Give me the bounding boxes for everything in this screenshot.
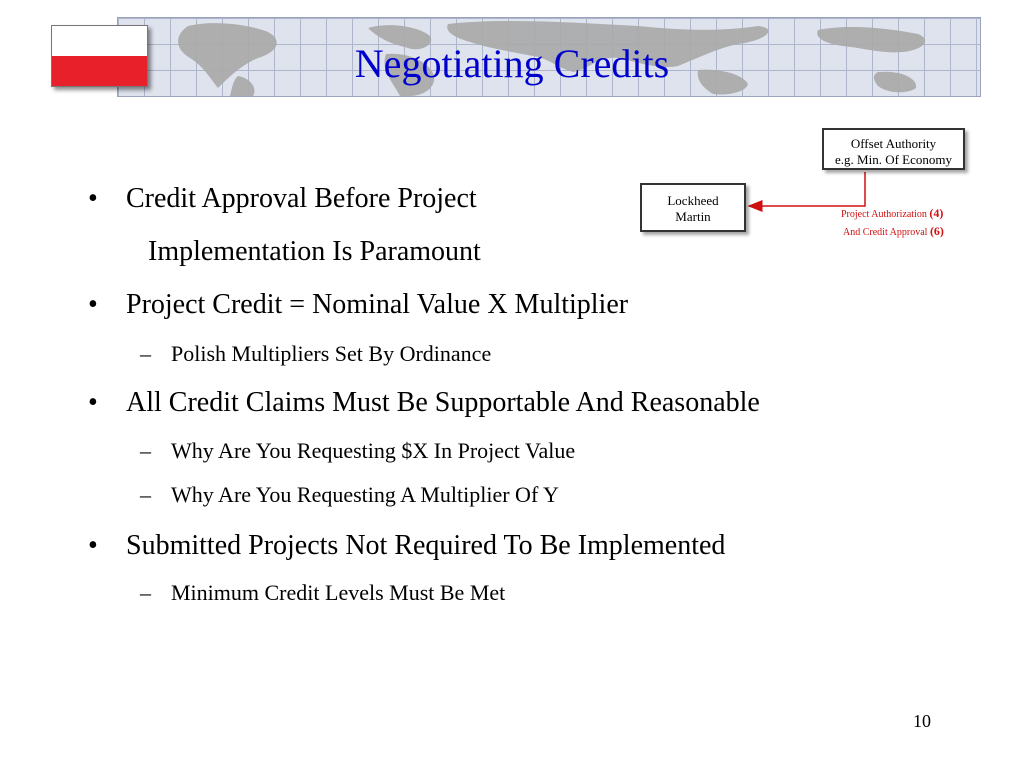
bullet-1-text: Credit Approval Before Project: [126, 183, 477, 214]
lockheed-martin-box: [640, 183, 746, 232]
bullet-1-continuation: Implementation Is Paramount: [148, 236, 481, 267]
bullet-3-sub-2-text: Why Are You Requesting A Multiplier Of Y: [171, 482, 559, 507]
project-authorization-label: [841, 204, 943, 224]
lockheed-line-2: Martin: [675, 209, 711, 224]
offset-authority-line-1: Offset Authority: [850, 136, 937, 151]
offset-authority-box: [822, 128, 965, 170]
sub-dash: –: [140, 580, 151, 605]
bullet-2-text: Project Credit = Nominal Value X Multiplier: [126, 289, 629, 320]
bullet-dot: •: [88, 289, 98, 320]
bullet-dot: •: [88, 530, 98, 561]
lockheed-line-1: Lockheed: [667, 193, 719, 208]
sub-dash: –: [140, 438, 151, 463]
bullet-4-sub-1-text: Minimum Credit Levels Must Be Met: [171, 580, 506, 605]
slide-title: Negotiating Credits: [354, 41, 670, 86]
sub-dash: –: [140, 482, 151, 507]
offset-authority-line-2: e.g. Min. Of Economy: [835, 152, 952, 167]
page-number: 10: [913, 711, 931, 731]
project-authorization-text: Project Authorization: [841, 209, 930, 220]
bullet-4-text: Submitted Projects Not Required To Be Implemented: [126, 530, 726, 561]
credit-approval-text: And Credit Approval: [843, 227, 930, 238]
bullet-dot: •: [88, 387, 98, 418]
bullet-2-sub-1-text: Polish Multipliers Set By Ordinance: [171, 341, 492, 366]
bullet-dot: •: [88, 183, 98, 214]
bullet-3-text: All Credit Claims Must Be Supportable And Reasonable: [126, 387, 760, 418]
sub-dash: –: [140, 341, 151, 366]
credit-approval-number: (6): [929, 224, 944, 238]
bullet-3-sub-1-text: Why Are You Requesting $X In Project Value: [171, 438, 576, 463]
credit-approval-label: [843, 222, 944, 242]
project-authorization-number: (4): [929, 206, 944, 220]
